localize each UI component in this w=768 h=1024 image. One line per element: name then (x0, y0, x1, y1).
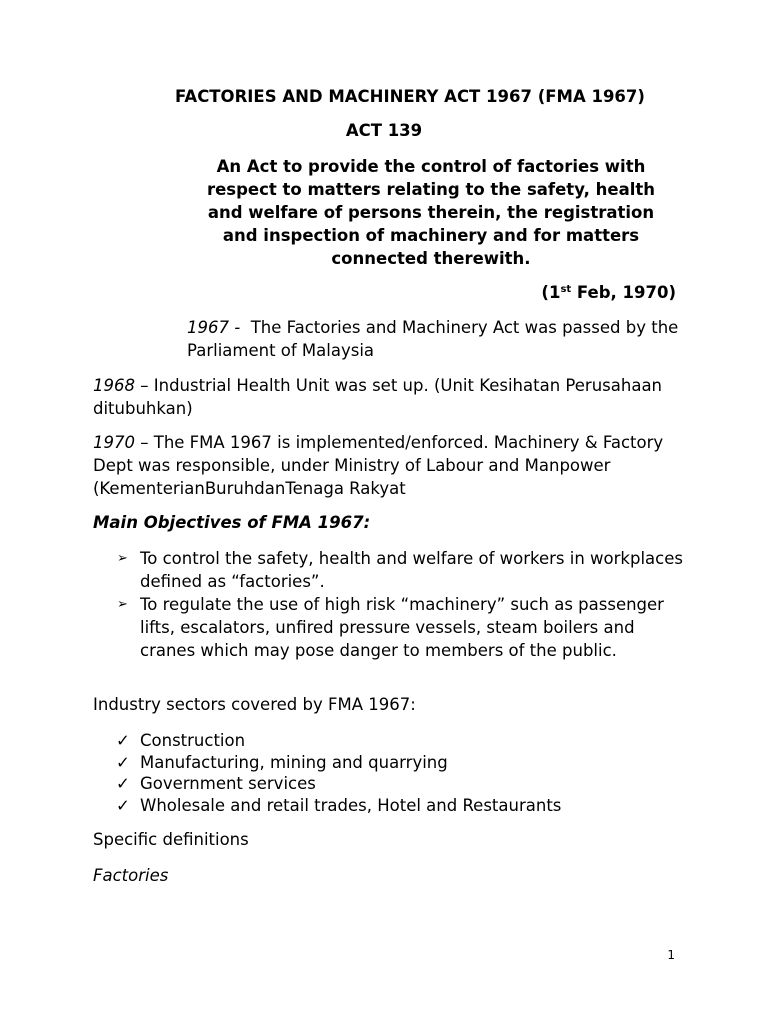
document-title: FACTORIES AND MACHINERY ACT 1967 (FMA 1967) (175, 87, 645, 106)
date-open: (1 (541, 283, 561, 302)
list-item (93, 795, 693, 817)
history-text: – Industrial Health Unit was set up. (Unit Kesihatan Perusahaan ditubuhkan) (93, 376, 663, 418)
specific-definitions-heading: Specific definitions (93, 830, 249, 849)
history-1967 (187, 316, 687, 362)
act-long-title: An Act to provide the control of factories with respect to matters relating to the safety, health and welfare of persons therein, the registration and inspection of machinery and for matters connected therewith. (206, 157, 656, 268)
list-item (93, 730, 693, 752)
history-year: 1967 - (187, 318, 241, 337)
objective-text: To control the safety, health and welfare of workers in workplaces defined as “factories”. (140, 549, 683, 591)
history-1970 (93, 431, 693, 500)
history-text: The Factories and Machinery Act was passed by the Parliament of Malaysia (187, 318, 684, 360)
objective-text: To regulate the use of high risk “machinery” such as passenger lifts, escalators, unfired pressure vessels, steam boilers and cranes which may pose danger to members of the public. (140, 595, 664, 660)
sectors-label: Industry sectors covered by FMA 1967: (93, 695, 416, 714)
list-item (93, 752, 693, 774)
act-number (0, 121, 768, 140)
arrowhead-bullet-icon: ➢ (117, 551, 128, 566)
sector-text: Construction (140, 731, 246, 750)
history-1968 (93, 374, 693, 420)
history-year: 1968 (93, 376, 135, 395)
factories-heading: Factories (93, 866, 169, 885)
sector-text: Government services (140, 774, 316, 793)
checkmark-bullet-icon: ✓ (116, 731, 130, 750)
arrowhead-bullet-icon: ➢ (117, 597, 128, 612)
date-close: Feb, 1970) (571, 283, 676, 302)
page-number: 1 (667, 948, 675, 962)
checkmark-bullet-icon: ✓ (116, 752, 130, 772)
history-text: – The FMA 1967 is implemented/enforced. Machinery & Factory Dept was responsible, under Ministry of Labour and Manpower (KementerianBuruhdanTenaga Rakyat (93, 433, 664, 498)
date-superscript: st (560, 284, 572, 295)
sector-text: Manufacturing, mining and quarrying (140, 752, 448, 772)
objectives-list (93, 547, 693, 662)
checkmark-bullet-icon: ✓ (116, 795, 130, 815)
sector-text: Wholesale and retail trades, Hotel and Restaurants (140, 795, 562, 815)
checkmark-bullet-icon: ✓ (116, 774, 130, 793)
list-item (93, 773, 693, 795)
history-year: 1970 (93, 433, 135, 452)
objectives-heading: Main Objectives of FMA 1967: (93, 513, 371, 532)
act-number-text: ACT 139 (345, 121, 423, 140)
list-item (93, 547, 693, 593)
sectors-list (93, 730, 693, 816)
commencement-date (541, 283, 676, 302)
list-item (93, 593, 693, 662)
